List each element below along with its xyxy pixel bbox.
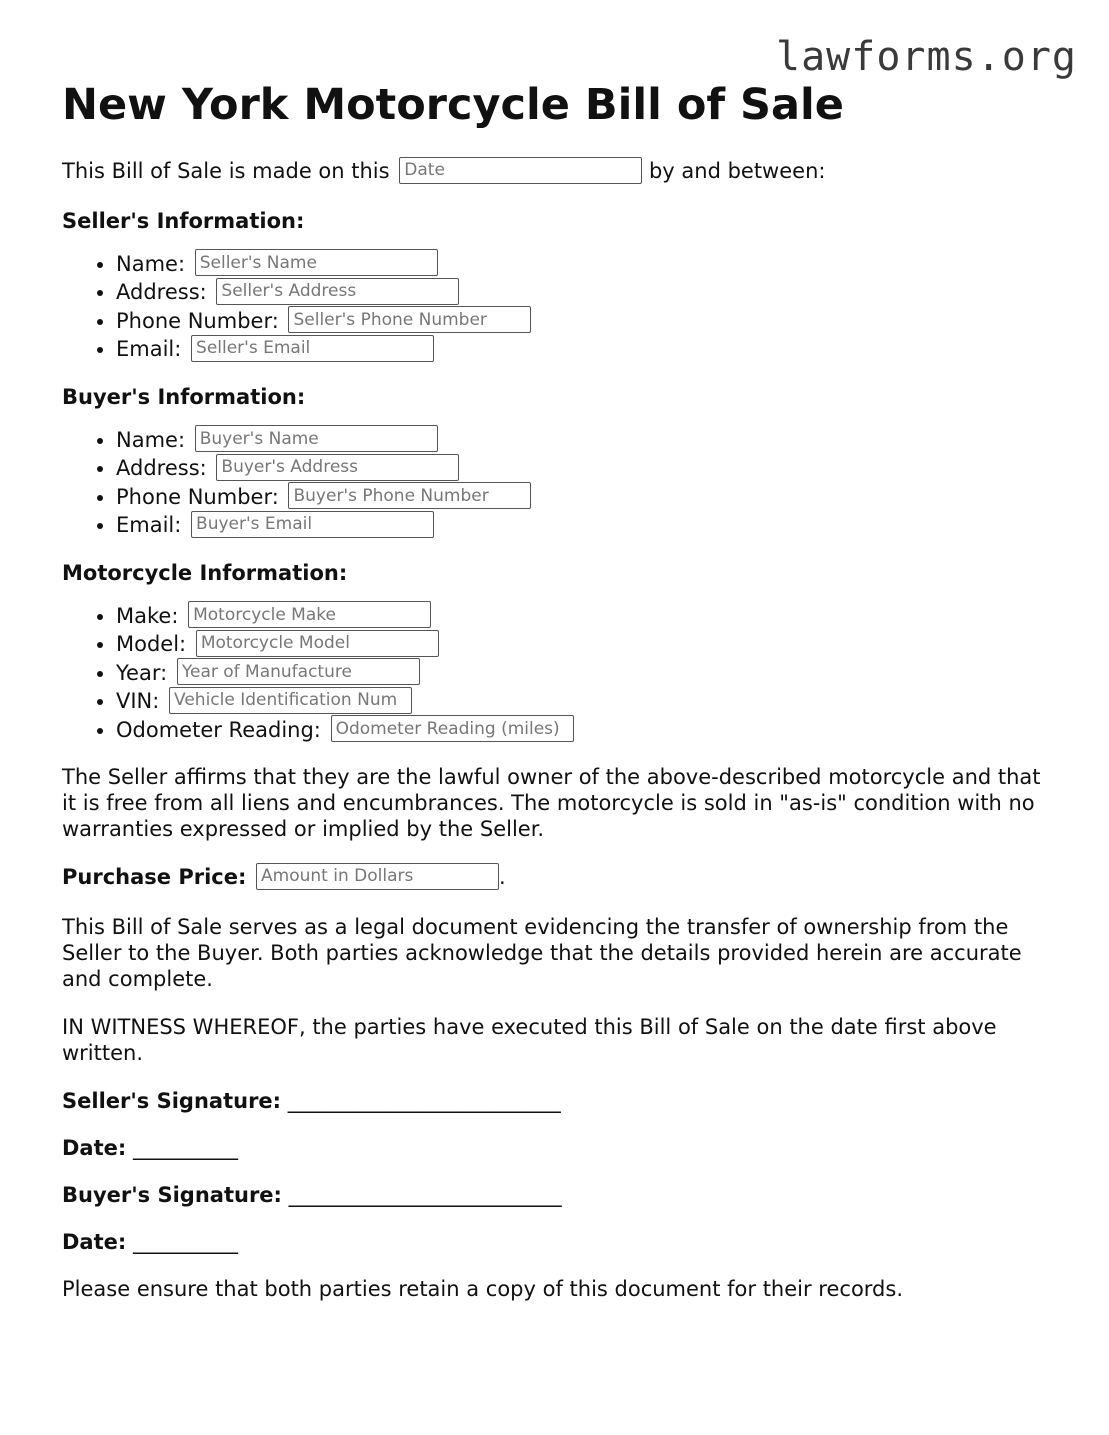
buyer-address-label: Address:: [116, 456, 207, 480]
buyer-signature-label: Buyer's Signature:: [62, 1182, 282, 1207]
list-item: [116, 250, 1052, 279]
seller-date-blank[interactable]: __________: [132, 1135, 238, 1160]
buyer-email-field[interactable]: [191, 511, 434, 538]
motorcycle-odometer-label: Odometer Reading:: [116, 717, 321, 742]
seller-signature-label: Seller's Signature:: [62, 1088, 282, 1113]
seller-info-list: [62, 250, 1052, 364]
motorcycle-model-label: Model:: [116, 632, 187, 656]
seller-name-field[interactable]: [195, 249, 438, 276]
seller-signature-blank[interactable]: __________________________: [287, 1088, 561, 1113]
seller-section-heading: Seller's Information:: [62, 208, 305, 233]
seller-phone-field[interactable]: [288, 306, 531, 333]
motorcycle-info-list: [62, 602, 1052, 745]
buyer-name-field[interactable]: [195, 425, 438, 452]
buyer-address-field[interactable]: [216, 454, 459, 481]
buyer-name-label: Name:: [116, 427, 186, 452]
seller-signature-line: [62, 1088, 1052, 1114]
buyer-email-label: Email:: [116, 513, 182, 537]
sale-date-field[interactable]: [399, 157, 642, 184]
list-item: [116, 716, 1052, 745]
witness-paragraph: IN WITNESS WHEREOF, the parties have executed this Bill of Sale on the date first above written.: [62, 1014, 997, 1065]
list-item: [116, 630, 1052, 659]
buyer-phone-label: Phone Number:: [116, 484, 279, 509]
seller-address-label: Address:: [116, 280, 207, 304]
list-item: [116, 602, 1052, 631]
motorcycle-vin-label: VIN:: [116, 689, 160, 713]
intro-line: [62, 158, 1052, 186]
list-item: [116, 278, 1052, 307]
buyer-signature-blank[interactable]: __________________________: [288, 1182, 562, 1207]
closing-note: Please ensure that both parties retain a copy of this document for their records.: [62, 1276, 904, 1301]
motorcycle-year-label: Year:: [116, 660, 168, 685]
motorcycle-odometer-field[interactable]: [331, 715, 574, 742]
list-item: [116, 454, 1052, 483]
purchase-price-suffix: .: [499, 865, 506, 889]
motorcycle-year-field[interactable]: [177, 658, 420, 685]
motorcycle-make-field[interactable]: [188, 601, 431, 628]
buyer-info-list: [62, 426, 1052, 540]
watermark: lawforms.org: [776, 34, 1077, 80]
seller-name-label: Name:: [116, 251, 186, 276]
seller-date-label: Date:: [62, 1135, 127, 1160]
seller-address-field[interactable]: [216, 278, 459, 305]
list-item: [116, 335, 1052, 364]
buyer-date-blank[interactable]: __________: [132, 1229, 238, 1254]
seller-phone-label: Phone Number:: [116, 308, 279, 333]
motorcycle-section-heading: Motorcycle Information:: [62, 560, 348, 585]
buyer-date-line: [62, 1229, 1052, 1255]
purchase-price-field[interactable]: [256, 863, 499, 890]
seller-email-label: Email:: [116, 337, 182, 361]
list-item: [116, 426, 1052, 455]
purchase-price-line: [62, 864, 1052, 892]
seller-email-field[interactable]: [191, 335, 434, 362]
buyer-signature-line: [62, 1182, 1052, 1208]
intro-suffix: by and between:: [648, 159, 826, 183]
list-item: [116, 659, 1052, 688]
page-title: New York Motorcycle Bill of Sale: [62, 80, 844, 130]
motorcycle-make-label: Make:: [116, 603, 179, 628]
list-item: [116, 511, 1052, 540]
seller-date-line: [62, 1135, 1052, 1161]
list-item: [116, 687, 1052, 716]
motorcycle-model-field[interactable]: [196, 630, 439, 657]
buyer-date-label: Date:: [62, 1229, 127, 1254]
list-item: [116, 307, 1052, 336]
document-page: [62, 78, 1052, 1302]
motorcycle-vin-field[interactable]: [169, 687, 412, 714]
buyer-phone-field[interactable]: [288, 482, 531, 509]
buyer-section-heading: Buyer's Information:: [62, 384, 306, 409]
purchase-price-label: Purchase Price:: [62, 865, 247, 889]
list-item: [116, 483, 1052, 512]
legal-statement-paragraph: This Bill of Sale serves as a legal document evidencing the transfer of ownership from the Seller to the Buyer. Both parties acknowledge that the details provided herein are accurate and complete.: [62, 914, 1022, 991]
intro-prefix: This Bill of Sale is made on this: [62, 159, 390, 183]
affirmation-paragraph: The Seller affirms that they are the lawful owner of the above-described motorcycle and that it is free from all liens and encumbrances. The motorcycle is sold in "as-is" condition with no warranties expressed or implied by the Seller.: [62, 765, 1041, 841]
